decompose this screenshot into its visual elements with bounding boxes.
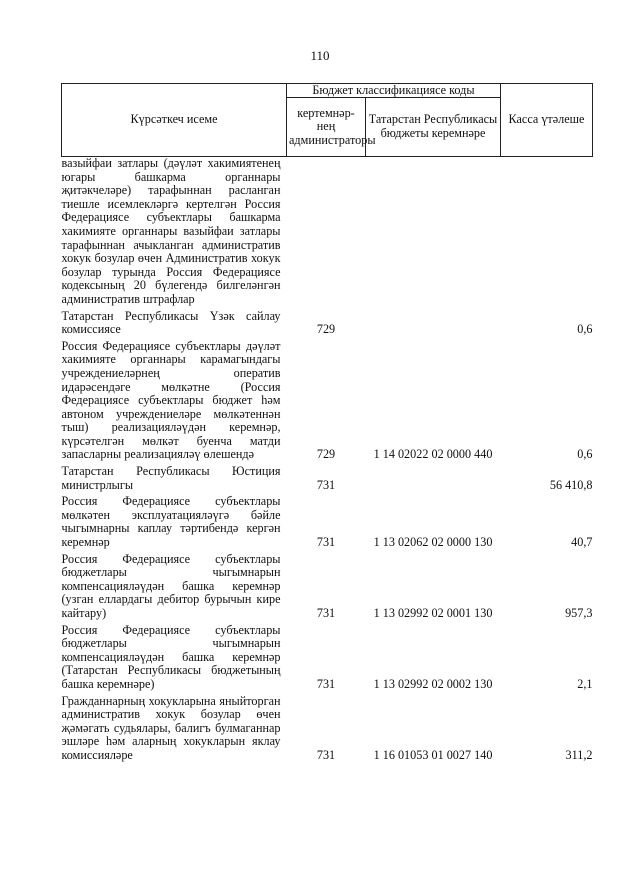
row-admin: 731 [316, 606, 336, 620]
table-row [62, 553, 593, 621]
row-admin [287, 157, 366, 307]
row-admin: 731 [316, 535, 336, 550]
header-revenue: Татарстан Республикасы бюджеты керемнәре [366, 98, 501, 157]
row-code: 1 13 02062 02 0000 130 [373, 535, 493, 550]
row-amount: 957,3 [565, 606, 593, 620]
row-amount: 2,1 [577, 676, 593, 691]
row-name: вазыйфаи затлары (дәүләт хакимиятенең югары башкарма органнары җитәкчеләре) тарафыннан расланган тиешле исемлекләргә кертелгән Россия Федерациясе субъектлары башкарма хакимияте органнары вазыйфаи затлары тарафыннан ачыкланган административ хокук бозулар өчен Административ хокук бозулар турында Россия Федерациясе кодексының 20 бүлегендә билгеләнгән административ штрафлар [61, 156, 281, 306]
table-row [62, 495, 593, 549]
row-name: Россия Федерациясе субъектлары дәүләт хакимияте органнары карамагындагы учреждениеләрнең оператив идарәсендәге мөлкәтне (Россия Федерациясе субъектлары бюджет һәм автоном учреждениеләре мөлкәтеннән тыш) реализацияләүдән керемнәр, күрсәтелгән мөлкәт буенча матди запасларны реализацияләү өлешендә [61, 338, 281, 462]
row-admin: 731 [316, 676, 336, 691]
row-code [366, 465, 501, 492]
row-name: Россия Федерациясе субъектлары бюджетлары чыгымнарын компенсацияләүдән башка керемнәр (узган еллардагы дебитор бурычын кире кайтару) [61, 551, 281, 620]
table-header [62, 84, 593, 157]
row-code: 1 13 02992 02 0002 130 [373, 676, 493, 691]
table-row [62, 695, 593, 763]
page-number: 110 [310, 48, 330, 63]
row-admin: 729 [316, 447, 336, 462]
row-admin: 731 [316, 477, 336, 492]
row-name: Гражданнарның хокукларына яныйторган административ хокук бозулар өчен җәмәгать судьялары, балигъ булмаганнар эшләре һәм аларның хокукларын яклау комиссияләре [61, 693, 281, 762]
table-row [62, 340, 593, 462]
table-row [62, 624, 593, 692]
row-name: Татарстан Республикасы Үзәк сайлау комиссиясе [61, 308, 281, 337]
table-body [62, 157, 593, 763]
row-admin: 731 [316, 747, 336, 762]
header-cash: Касса үтәлеше [501, 84, 593, 157]
row-amount: 56 410,8 [549, 477, 593, 492]
row-code: 1 16 01053 01 0027 140 [373, 747, 493, 762]
row-name: Татарстан Республикасы Юстиция министрлыгы [61, 464, 281, 492]
row-code [366, 310, 501, 337]
budget-table [61, 83, 593, 763]
row-admin: 729 [316, 322, 336, 337]
row-amount: 40,7 [571, 535, 593, 550]
header-budget-group: Бюджет классификациясе коды [287, 84, 501, 98]
row-amount: 0,6 [577, 447, 593, 462]
table-row [62, 310, 593, 337]
header-indicator: Күрсәткеч исеме [62, 84, 287, 157]
row-amount: 0,6 [577, 322, 593, 337]
row-amount: 311,2 [565, 747, 593, 762]
row-code: 1 13 02992 02 0001 130 [373, 606, 493, 620]
row-amount [501, 157, 593, 307]
table-row [62, 157, 593, 307]
table-row [62, 465, 593, 492]
row-code: 1 14 02022 02 0000 440 [373, 447, 493, 462]
row-code [366, 157, 501, 307]
header-admin: кертемнәр-нең администраторы [287, 98, 366, 157]
row-name: Россия Федерациясе субъектлары бюджетлары чыгымнарын компенсацияләүдән башка керемнәр (Татарстан Республикасы бюджетының башка керемнәре) [61, 622, 281, 691]
row-name: Россия Федерациясе субъектлары мөлкәтен эксплуатацияләүгә бәйле чыгымнарны каплау тәртибендә кергән керемнәр [61, 494, 281, 550]
